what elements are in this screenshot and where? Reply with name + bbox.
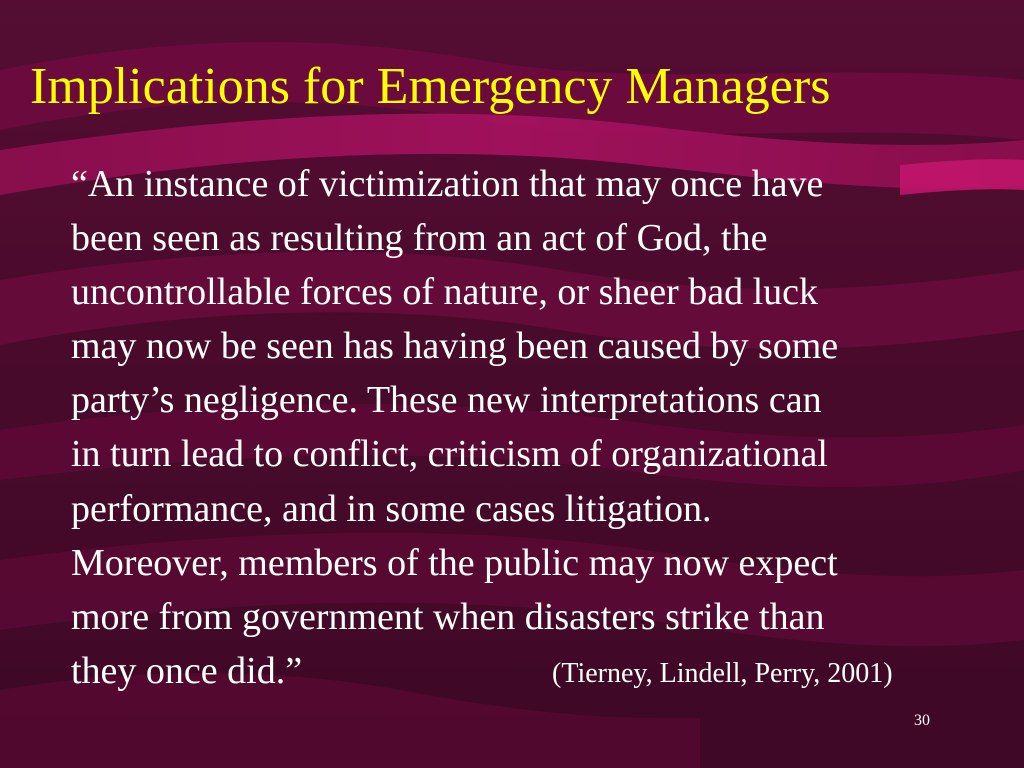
quote-line: been seen as resulting from an act of God, the <box>71 217 768 260</box>
quote-citation: (Tierney, Lindell, Perry, 2001) <box>552 658 893 689</box>
quote-line: more from government when disasters strike than <box>71 595 825 638</box>
quote-line: Moreover, members of the public may now expect <box>71 541 838 584</box>
slide-title: Implications for Emergency Managers <box>30 58 831 115</box>
quote-line: party’s negligence. These new interpretations can <box>71 379 822 422</box>
quote-line: they once did.” <box>71 649 303 692</box>
quote-line: may now be seen has having been caused by some <box>71 325 839 368</box>
quote-text <box>71 157 1001 698</box>
quote-line: uncontrollable forces of nature, or sheer bad luck <box>71 271 819 314</box>
quote-line: “An instance of victimization that may once have <box>71 163 824 205</box>
quote-line: performance, and in some cases litigation. <box>71 487 712 530</box>
quote-line: in turn lead to conflict, criticism of organizational <box>71 433 828 476</box>
page-number: 30 <box>914 712 930 729</box>
